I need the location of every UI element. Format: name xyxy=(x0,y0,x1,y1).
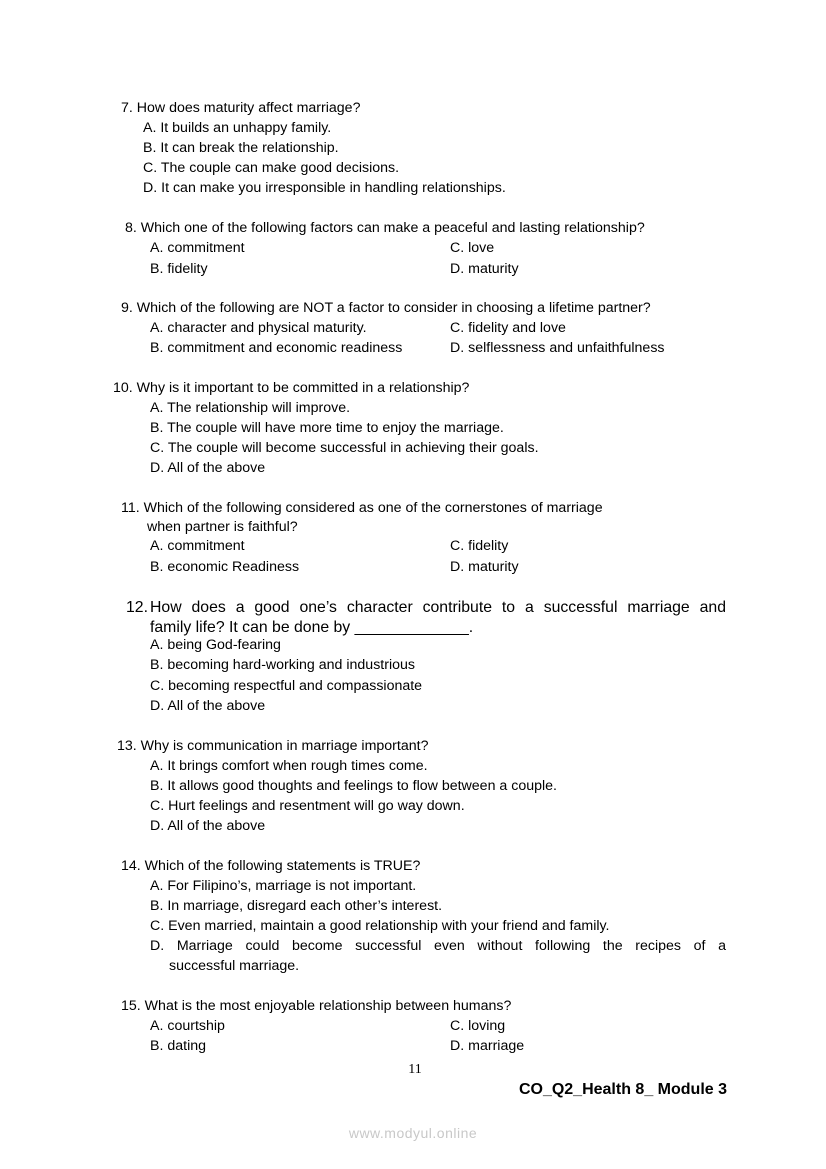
q14-stem: 14. Which of the following statements is TRUE? xyxy=(121,858,421,874)
q9-option-c: C. fidelity and love xyxy=(450,320,566,336)
q12-option-c: C. becoming respectful and compassionate xyxy=(150,678,423,694)
q15-option-a: A. courtship xyxy=(150,1018,225,1034)
q7-option-c: C. The couple can make good decisions. xyxy=(143,160,400,176)
q14-option-a: A. For Filipino’s, marriage is not important. xyxy=(150,878,417,894)
q11-stem-line1: 11. Which of the following considered as one of the cornerstones of marriage xyxy=(121,500,603,516)
q14-option-c: C. Even married, maintain a good relationship with your friend and family. xyxy=(150,918,610,934)
q8-option-c: C. love xyxy=(450,240,495,256)
q9-option-a: A. character and physical maturity. xyxy=(150,320,367,336)
q7-option-b: B. It can break the relationship. xyxy=(143,140,339,156)
q15-stem: 15. What is the most enjoyable relationship between humans? xyxy=(121,998,512,1014)
q8-stem: 8. Which one of the following factors can make a peaceful and lasting relationship? xyxy=(125,220,645,236)
q8-option-a: A. commitment xyxy=(150,240,245,256)
q10-option-b: B. The couple will have more time to enjoy the marriage. xyxy=(150,420,504,436)
q10-option-c: C. The couple will become successful in achieving their goals. xyxy=(150,440,539,456)
q14-option-d-line2: successful marriage. xyxy=(169,958,300,974)
q14-option-d-line1: D. Marriage could become successful even without following the recipes of a xyxy=(150,938,726,954)
q10-option-d: D. All of the above xyxy=(150,460,266,476)
q10-stem: 10. Why is it important to be committed in a relationship? xyxy=(113,380,470,396)
q7-option-a: A. It builds an unhappy family. xyxy=(143,120,332,136)
q12-option-a: A. being God-fearing xyxy=(150,637,281,653)
q12-option-b: B. becoming hard-working and industrious xyxy=(150,657,415,673)
q13-option-a: A. It brings comfort when rough times come. xyxy=(150,758,428,774)
q13-stem: 13. Why is communication in marriage important? xyxy=(117,738,429,754)
q12-stem-line2: family life? It can be done by _____________. xyxy=(150,619,474,636)
q8-option-d: D. maturity xyxy=(450,261,519,277)
q11-stem-line2: when partner is faithful? xyxy=(147,519,298,535)
q9-option-b: B. commitment and economic readiness xyxy=(150,340,403,356)
module-footer: CO_Q2_Health 8_ Module 3 xyxy=(518,1081,727,1098)
q7-option-d: D. It can make you irresponsible in handling relationships. xyxy=(143,180,506,196)
q12-number: 12. xyxy=(126,599,148,616)
q15-option-b: B. dating xyxy=(150,1038,207,1054)
q11-option-d: D. maturity xyxy=(450,559,519,575)
q11-option-c: C. fidelity xyxy=(450,538,509,554)
q14-option-b: B. In marriage, disregard each other’s interest. xyxy=(150,898,443,914)
q15-option-d: D. marriage xyxy=(450,1038,525,1054)
q10-option-a: A. The relationship will improve. xyxy=(150,400,351,416)
q7-stem: 7. How does maturity affect marriage? xyxy=(121,100,361,116)
q13-option-c: C. Hurt feelings and resentment will go way down. xyxy=(150,798,465,814)
q9-option-d: D. selflessness and unfaithfulness xyxy=(450,340,665,356)
q13-option-b: B. It allows good thoughts and feelings to flow between a couple. xyxy=(150,778,557,794)
q9-stem: 9. Which of the following are NOT a factor to consider in choosing a lifetime partner? xyxy=(121,300,651,316)
q13-option-d: D. All of the above xyxy=(150,818,266,834)
q11-option-b: B. economic Readiness xyxy=(150,559,300,575)
watermark: www.modyul.online xyxy=(348,1125,478,1141)
q12-option-d: D. All of the above xyxy=(150,698,266,714)
q11-option-a: A. commitment xyxy=(150,538,245,554)
q8-option-b: B. fidelity xyxy=(150,261,208,277)
q15-option-c: C. loving xyxy=(450,1018,506,1034)
page-number: 11 xyxy=(408,1062,422,1077)
q12-stem-line1: How does a good one’s character contribute to a successful marriage and xyxy=(150,599,726,616)
